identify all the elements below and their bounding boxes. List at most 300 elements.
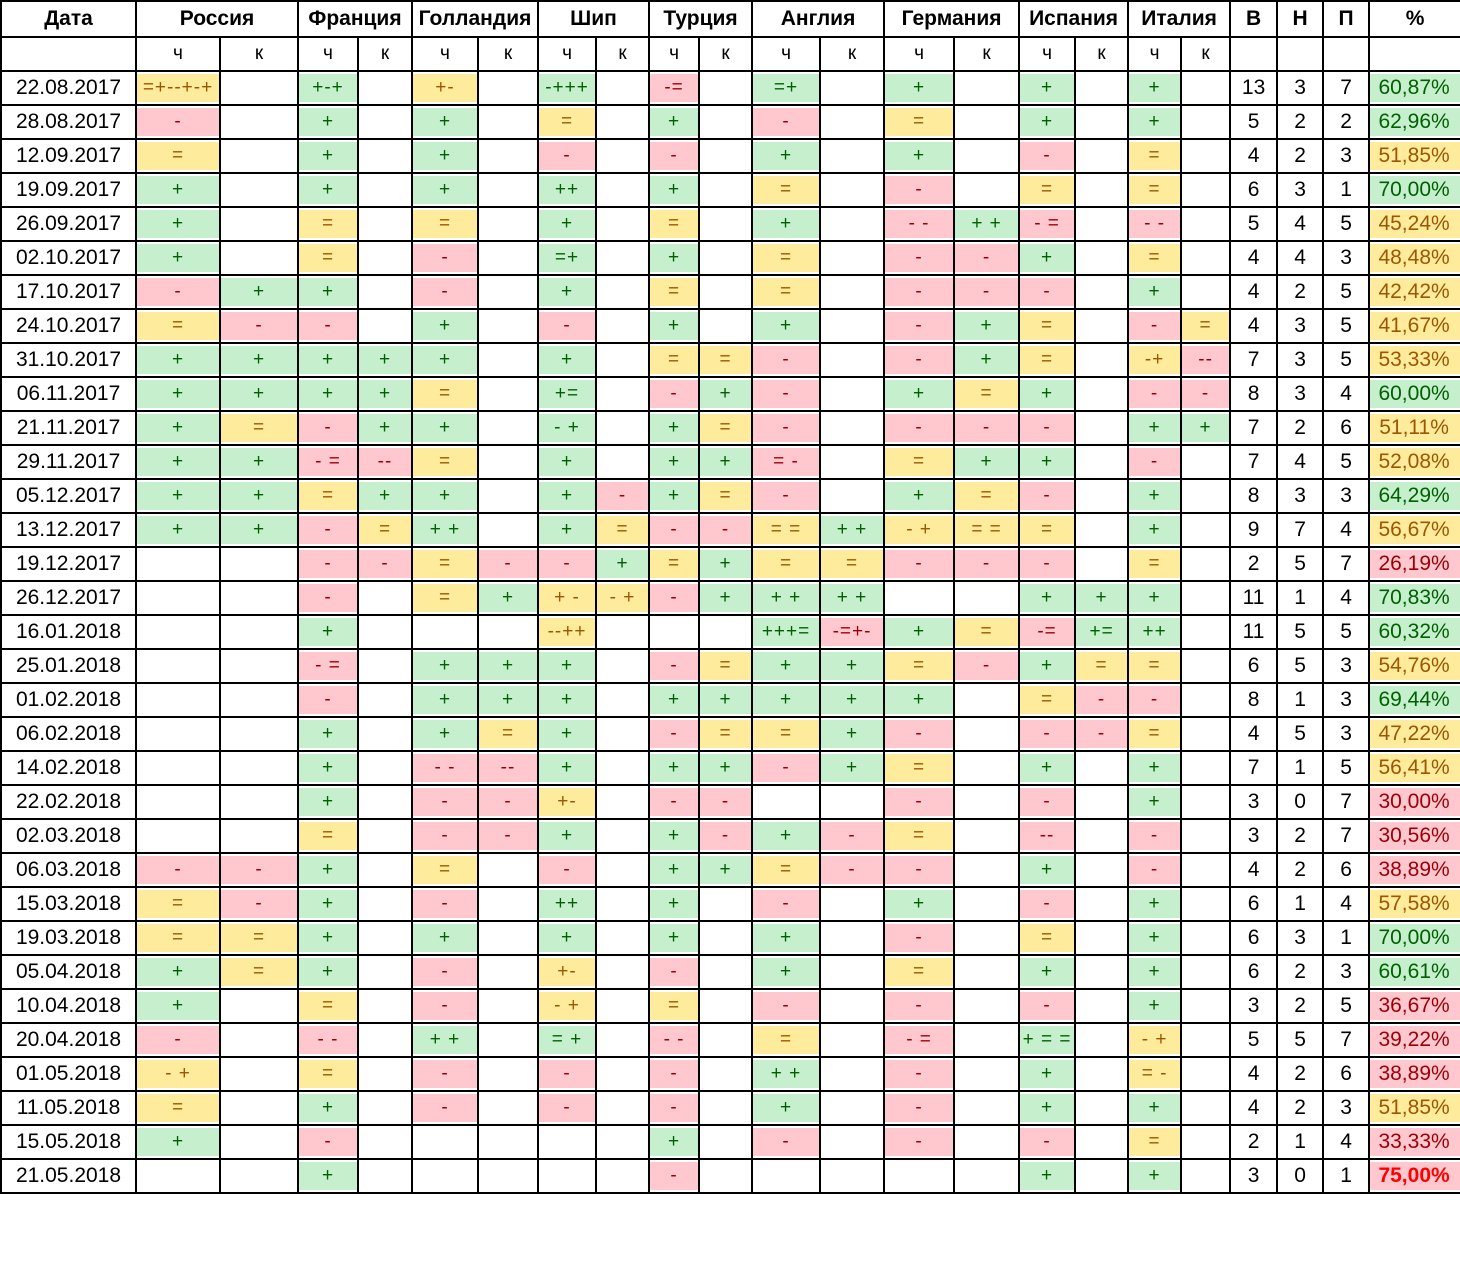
result-mark: = xyxy=(821,550,883,578)
header-country-ship: Шип xyxy=(538,1,649,37)
result-cell xyxy=(358,1125,412,1159)
result-cell xyxy=(954,71,1019,105)
table-row xyxy=(1,513,1460,547)
result-mark: = xyxy=(1020,686,1074,714)
subheader-ch: ч xyxy=(1128,37,1181,71)
result-cell xyxy=(136,173,220,207)
subheader-empty xyxy=(1,37,136,71)
count-v: 8 xyxy=(1230,479,1277,513)
result-mark: + xyxy=(1129,516,1180,544)
result-mark: - xyxy=(885,788,953,816)
result-cell xyxy=(298,309,358,343)
result-mark: - xyxy=(1020,482,1074,510)
result-mark: + xyxy=(413,176,477,204)
result-cell xyxy=(478,547,538,581)
result-cell xyxy=(699,377,752,411)
result-mark: - xyxy=(650,584,698,612)
result-mark: -- xyxy=(1182,346,1229,374)
date-cell: 02.10.2017 xyxy=(1,241,136,275)
result-cell xyxy=(699,513,752,547)
count-v: 11 xyxy=(1230,615,1277,649)
result-cell xyxy=(298,105,358,139)
result-mark: + xyxy=(539,516,595,544)
result-mark: - xyxy=(413,1094,477,1122)
result-mark: + - xyxy=(539,584,595,612)
result-mark: - xyxy=(650,380,698,408)
result-cell xyxy=(884,343,954,377)
result-mark: + xyxy=(299,924,357,952)
result-mark: - xyxy=(539,1060,595,1088)
result-mark: + xyxy=(821,754,883,782)
result-cell xyxy=(1128,71,1181,105)
result-cell xyxy=(538,513,596,547)
result-cell xyxy=(596,683,649,717)
subheader-empty xyxy=(1323,37,1369,71)
result-mark: + xyxy=(650,176,698,204)
result-mark: + xyxy=(650,822,698,850)
result-mark: = xyxy=(650,346,698,374)
result-cell xyxy=(649,173,699,207)
result-mark: +++= xyxy=(753,618,819,646)
count-p: 5 xyxy=(1323,751,1369,785)
result-cell xyxy=(412,275,478,309)
count-n: 3 xyxy=(1277,377,1323,411)
result-mark: - xyxy=(479,550,537,578)
result-mark: = xyxy=(539,108,595,136)
result-mark: - xyxy=(1076,686,1127,714)
result-cell xyxy=(820,445,884,479)
result-cell xyxy=(596,445,649,479)
result-cell xyxy=(649,1159,699,1193)
result-cell xyxy=(649,1091,699,1125)
result-cell xyxy=(884,649,954,683)
result-cell xyxy=(298,207,358,241)
result-cell xyxy=(298,343,358,377)
count-v: 6 xyxy=(1230,649,1277,683)
result-mark: - xyxy=(539,142,595,170)
count-p: 5 xyxy=(1323,309,1369,343)
result-cell xyxy=(1181,1057,1230,1091)
result-mark: + xyxy=(1129,958,1180,986)
table-row xyxy=(1,717,1460,751)
result-cell xyxy=(136,445,220,479)
result-cell xyxy=(1019,275,1075,309)
result-cell xyxy=(538,207,596,241)
result-cell xyxy=(298,411,358,445)
percent-value: 38,89% xyxy=(1370,1060,1460,1088)
result-mark: - xyxy=(955,414,1018,442)
result-mark: - xyxy=(1129,312,1180,340)
result-cell xyxy=(699,717,752,751)
result-mark: + xyxy=(700,550,751,578)
result-cell xyxy=(1019,581,1075,615)
result-cell xyxy=(1075,547,1128,581)
result-mark: - = xyxy=(299,448,357,476)
count-v: 3 xyxy=(1230,785,1277,819)
result-cell xyxy=(1128,989,1181,1023)
date-cell: 26.09.2017 xyxy=(1,207,136,241)
result-cell xyxy=(1181,173,1230,207)
percent-value: 42,42% xyxy=(1370,278,1460,306)
result-cell xyxy=(820,615,884,649)
result-mark: - xyxy=(299,1128,357,1156)
result-mark: + xyxy=(137,176,219,204)
result-cell xyxy=(220,717,298,751)
result-mark: + xyxy=(299,856,357,884)
result-cell xyxy=(1075,241,1128,275)
result-mark: - xyxy=(221,890,297,918)
result-mark: + xyxy=(885,618,953,646)
result-mark: + + xyxy=(413,1026,477,1054)
result-cell xyxy=(820,989,884,1023)
result-mark: + xyxy=(650,312,698,340)
subheader-row xyxy=(1,37,1460,71)
result-cell xyxy=(136,207,220,241)
result-cell xyxy=(358,1091,412,1125)
count-v: 7 xyxy=(1230,411,1277,445)
result-mark: + xyxy=(539,482,595,510)
percent-value: 51,85% xyxy=(1370,1094,1460,1122)
result-mark: + xyxy=(137,346,219,374)
result-mark: ++ xyxy=(539,176,595,204)
result-mark: + xyxy=(650,924,698,952)
percent-cell xyxy=(1369,377,1460,411)
count-p: 5 xyxy=(1323,615,1369,649)
result-cell xyxy=(596,921,649,955)
percent-value: 56,41% xyxy=(1370,754,1460,782)
result-cell xyxy=(884,989,954,1023)
percent-value: 69,44% xyxy=(1370,686,1460,714)
result-cell xyxy=(596,819,649,853)
result-cell xyxy=(220,547,298,581)
result-cell xyxy=(820,1159,884,1193)
result-mark: +- xyxy=(413,74,477,102)
result-mark: + xyxy=(299,788,357,816)
result-mark: - - xyxy=(650,1026,698,1054)
result-cell xyxy=(220,955,298,989)
result-cell xyxy=(1181,649,1230,683)
result-cell xyxy=(478,275,538,309)
percent-value: 70,83% xyxy=(1370,584,1460,612)
result-cell xyxy=(412,1125,478,1159)
result-mark: + xyxy=(1129,788,1180,816)
result-cell xyxy=(1075,921,1128,955)
result-cell xyxy=(298,275,358,309)
result-cell xyxy=(596,615,649,649)
subheader-k: к xyxy=(820,37,884,71)
result-mark: - xyxy=(539,312,595,340)
result-mark: + xyxy=(299,278,357,306)
count-n: 2 xyxy=(1277,1057,1323,1091)
result-cell xyxy=(220,173,298,207)
result-cell xyxy=(412,1057,478,1091)
date-cell: 15.05.2018 xyxy=(1,1125,136,1159)
result-cell xyxy=(954,343,1019,377)
result-cell xyxy=(752,1125,820,1159)
result-mark: + xyxy=(597,550,648,578)
result-cell xyxy=(136,955,220,989)
result-mark: = xyxy=(700,720,751,748)
result-cell xyxy=(298,853,358,887)
result-cell xyxy=(752,275,820,309)
count-n: 5 xyxy=(1277,717,1323,751)
count-v: 4 xyxy=(1230,275,1277,309)
result-mark: = xyxy=(299,992,357,1020)
result-mark: + xyxy=(137,448,219,476)
result-cell xyxy=(752,207,820,241)
result-mark: + xyxy=(539,720,595,748)
result-cell xyxy=(358,751,412,785)
result-cell xyxy=(1019,1125,1075,1159)
result-cell xyxy=(1128,819,1181,853)
result-cell xyxy=(884,751,954,785)
result-cell xyxy=(954,819,1019,853)
result-mark: + xyxy=(753,1094,819,1122)
result-cell xyxy=(820,887,884,921)
result-cell xyxy=(538,819,596,853)
result-cell xyxy=(1128,105,1181,139)
result-cell xyxy=(538,139,596,173)
result-cell xyxy=(220,309,298,343)
result-cell xyxy=(1128,343,1181,377)
result-mark: + xyxy=(299,176,357,204)
result-cell xyxy=(752,1091,820,1125)
result-cell xyxy=(358,989,412,1023)
date-cell: 12.09.2017 xyxy=(1,139,136,173)
count-v: 4 xyxy=(1230,1091,1277,1125)
result-cell xyxy=(412,853,478,887)
result-cell xyxy=(649,547,699,581)
result-cell xyxy=(596,513,649,547)
result-mark: + xyxy=(700,856,751,884)
result-mark: = = xyxy=(753,516,819,544)
result-mark: - xyxy=(479,788,537,816)
result-cell xyxy=(954,377,1019,411)
result-cell xyxy=(1128,1125,1181,1159)
result-mark: = xyxy=(413,856,477,884)
result-mark: + xyxy=(1129,108,1180,136)
result-cell xyxy=(1075,751,1128,785)
result-cell xyxy=(478,955,538,989)
result-cell xyxy=(699,649,752,683)
result-cell xyxy=(412,989,478,1023)
result-cell xyxy=(884,309,954,343)
result-mark: - xyxy=(650,652,698,680)
date-cell: 21.11.2017 xyxy=(1,411,136,445)
percent-value: 33,33% xyxy=(1370,1128,1460,1156)
count-v: 6 xyxy=(1230,173,1277,207)
subheader-ch: ч xyxy=(412,37,478,71)
result-mark: = xyxy=(413,448,477,476)
result-cell xyxy=(752,717,820,751)
result-cell xyxy=(412,513,478,547)
result-cell xyxy=(1181,921,1230,955)
result-mark: + xyxy=(137,958,219,986)
result-mark: + xyxy=(1129,754,1180,782)
result-mark: + xyxy=(413,482,477,510)
subheader-k: к xyxy=(596,37,649,71)
result-cell xyxy=(699,207,752,241)
result-cell xyxy=(358,819,412,853)
result-cell xyxy=(1128,785,1181,819)
percent-value: 41,67% xyxy=(1370,312,1460,340)
result-cell xyxy=(538,71,596,105)
result-cell xyxy=(298,581,358,615)
count-v: 2 xyxy=(1230,547,1277,581)
count-n: 1 xyxy=(1277,581,1323,615)
table-row xyxy=(1,1023,1460,1057)
count-n: 1 xyxy=(1277,751,1323,785)
result-cell xyxy=(1181,751,1230,785)
table-row xyxy=(1,683,1460,717)
result-cell xyxy=(649,683,699,717)
result-cell xyxy=(298,377,358,411)
result-mark: = xyxy=(299,210,357,238)
result-cell xyxy=(954,173,1019,207)
result-cell xyxy=(884,377,954,411)
count-p: 4 xyxy=(1323,377,1369,411)
result-cell xyxy=(1128,887,1181,921)
result-mark: = xyxy=(955,482,1018,510)
result-cell xyxy=(954,105,1019,139)
result-cell xyxy=(820,275,884,309)
result-cell xyxy=(699,683,752,717)
result-cell xyxy=(649,649,699,683)
result-mark: - xyxy=(299,584,357,612)
result-cell xyxy=(699,309,752,343)
result-mark: + xyxy=(221,346,297,374)
count-p: 4 xyxy=(1323,1125,1369,1159)
result-cell xyxy=(478,581,538,615)
result-mark: + xyxy=(299,380,357,408)
result-mark: + xyxy=(299,1162,357,1190)
result-cell xyxy=(1181,377,1230,411)
percent-value: 52,08% xyxy=(1370,448,1460,476)
result-cell xyxy=(752,955,820,989)
result-cell xyxy=(752,853,820,887)
result-cell xyxy=(820,717,884,751)
result-cell xyxy=(358,547,412,581)
result-mark: + xyxy=(650,686,698,714)
result-cell xyxy=(820,785,884,819)
result-cell xyxy=(699,1023,752,1057)
result-cell xyxy=(884,275,954,309)
result-cell xyxy=(820,921,884,955)
count-n: 1 xyxy=(1277,683,1323,717)
subheader-k: к xyxy=(358,37,412,71)
result-mark: + xyxy=(753,142,819,170)
result-cell xyxy=(1128,683,1181,717)
count-p: 3 xyxy=(1323,139,1369,173)
result-cell xyxy=(820,71,884,105)
result-mark: + xyxy=(221,448,297,476)
result-cell xyxy=(412,649,478,683)
result-cell xyxy=(820,649,884,683)
result-mark: - xyxy=(753,414,819,442)
result-cell xyxy=(954,445,1019,479)
result-cell xyxy=(649,241,699,275)
date-cell: 19.12.2017 xyxy=(1,547,136,581)
result-mark: - xyxy=(753,380,819,408)
result-cell xyxy=(298,241,358,275)
result-cell xyxy=(884,547,954,581)
result-mark: + xyxy=(700,754,751,782)
result-mark: = xyxy=(753,176,819,204)
result-cell xyxy=(298,71,358,105)
result-mark: - xyxy=(650,958,698,986)
subheader-ch: ч xyxy=(136,37,220,71)
result-mark: + xyxy=(359,482,411,510)
result-cell xyxy=(699,105,752,139)
count-n: 2 xyxy=(1277,1091,1323,1125)
date-cell: 02.03.2018 xyxy=(1,819,136,853)
result-cell xyxy=(1181,615,1230,649)
result-cell xyxy=(884,921,954,955)
result-cell xyxy=(954,547,1019,581)
result-cell xyxy=(752,751,820,785)
count-n: 5 xyxy=(1277,615,1323,649)
subheader-k: к xyxy=(699,37,752,71)
result-cell xyxy=(412,887,478,921)
result-cell xyxy=(136,547,220,581)
result-cell xyxy=(596,241,649,275)
result-cell xyxy=(220,411,298,445)
result-cell xyxy=(1075,955,1128,989)
result-cell xyxy=(538,649,596,683)
result-cell xyxy=(820,411,884,445)
result-mark: + xyxy=(137,244,219,272)
result-cell xyxy=(1128,1057,1181,1091)
result-mark: + xyxy=(1020,380,1074,408)
header-country-spain: Испания xyxy=(1019,1,1128,37)
count-n: 4 xyxy=(1277,207,1323,241)
result-cell xyxy=(298,989,358,1023)
percent-cell xyxy=(1369,581,1460,615)
result-mark: + xyxy=(137,992,219,1020)
result-mark: = xyxy=(753,244,819,272)
result-mark: + xyxy=(221,482,297,510)
result-cell xyxy=(884,445,954,479)
result-cell xyxy=(752,819,820,853)
result-cell xyxy=(412,547,478,581)
result-cell xyxy=(820,173,884,207)
result-cell xyxy=(884,1091,954,1125)
result-mark: - xyxy=(955,278,1018,306)
result-mark: + xyxy=(539,278,595,306)
result-mark: - xyxy=(650,1162,698,1190)
result-mark: - xyxy=(413,244,477,272)
result-cell xyxy=(1128,275,1181,309)
result-cell xyxy=(136,819,220,853)
result-cell xyxy=(478,343,538,377)
result-mark: + xyxy=(1129,924,1180,952)
result-mark: + xyxy=(539,924,595,952)
result-mark: + xyxy=(413,108,477,136)
percent-value: 39,22% xyxy=(1370,1026,1460,1054)
result-mark: = xyxy=(955,380,1018,408)
result-mark: =+ xyxy=(539,244,595,272)
result-cell xyxy=(220,1125,298,1159)
result-cell xyxy=(954,921,1019,955)
result-cell xyxy=(752,309,820,343)
header-country-england: Англия xyxy=(752,1,884,37)
result-cell xyxy=(699,1057,752,1091)
result-cell xyxy=(649,309,699,343)
result-mark: + xyxy=(1020,108,1074,136)
result-mark: = xyxy=(885,108,953,136)
date-cell: 01.05.2018 xyxy=(1,1057,136,1091)
percent-value: 38,89% xyxy=(1370,856,1460,884)
